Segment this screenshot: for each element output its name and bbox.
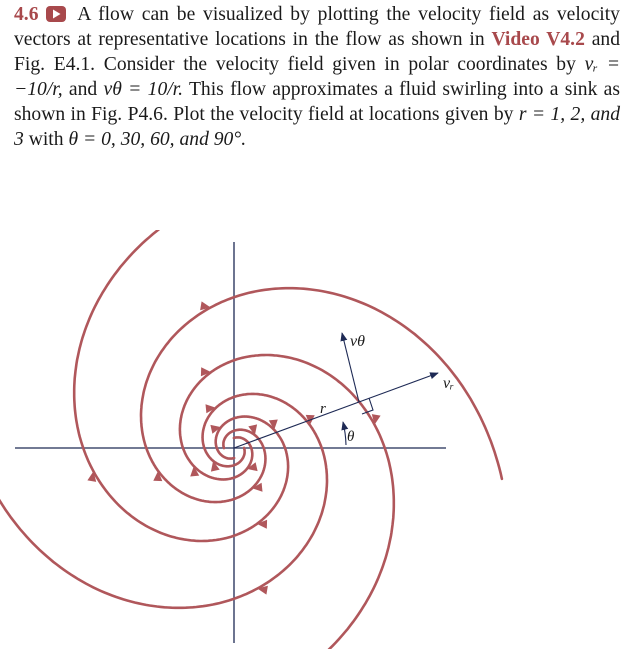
problem-statement (14, 2, 620, 152)
radius-line (234, 402, 359, 448)
label-theta: θ (347, 429, 355, 445)
problem-text-b: and Fig. E4.1. Consider the velocity field given in polar coordinates by (14, 29, 621, 75)
label-vtheta: vθ (350, 333, 365, 350)
equation-theta: θ = 0, 30, 60, and 90°. (68, 129, 247, 150)
vr-arrow (359, 373, 438, 402)
streamline-4 (74, 230, 288, 541)
problem-text-c: This flow approximates a fluid swirling into a sink as shown in Fig. P4.6. Plot the velocity field at locations given by (14, 79, 620, 125)
label-r: r (320, 401, 326, 417)
label-vr: vᵣ (443, 375, 455, 392)
theta-arc (343, 422, 346, 445)
problem-text-a: A flow can be visualized by plotting the velocity field as velocity vectors at representative locations in the flow as shown in (14, 4, 620, 50)
problem-text-with: with (28, 129, 64, 150)
video-link[interactable]: Video V4.2 (491, 29, 585, 50)
problem-number: 4.6 (14, 4, 39, 25)
problem-text-and: and (68, 79, 98, 100)
equation-r: r = 1, 2, and 3 (14, 104, 620, 150)
equation-vtheta: vθ = 10/r. (103, 79, 184, 100)
video-play-icon[interactable] (45, 5, 67, 23)
equation-vr: vᵣ = −10/r, (14, 54, 621, 100)
figure-p4-6 (0, 230, 630, 649)
spiral-sink-diagram (0, 230, 630, 649)
streamline-group (0, 230, 502, 649)
